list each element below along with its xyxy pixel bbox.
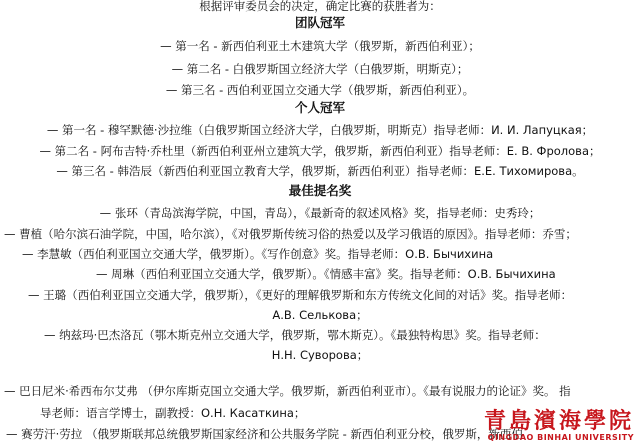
- nomination-item: — 张环（青岛滨海学院，中国，青岛），《最新奇的叙述风格》奖，指导老师：史秀玲；: [99, 206, 541, 220]
- nomination-advisor: А.В. Селькова；: [272, 308, 368, 322]
- individual-third-place: — 第三名 - 韩浩辰（新西伯利亚国立教育大学，俄罗斯，新西伯利亚）指导老师：Е.Е. Тихомирова。: [56, 164, 584, 178]
- nomination-item: — 周琳（西伯利亚国立交通大学，俄罗斯）。《情感丰富》奖。指导老师：О.В. Бычихина: [96, 267, 556, 281]
- team-third-place: — 第三名 - 西伯利亚国立交通大学（俄罗斯，新西伯利亚）。: [165, 83, 475, 97]
- best-nomination-heading: 最佳提名奖: [288, 183, 352, 198]
- nomination-item: — 王璐（西伯利亚国立交通大学，俄罗斯），《更好的理解俄罗斯和东方传统文化间的对话》奖。指导老师：: [28, 288, 573, 302]
- nomination-advisor: Н.Н. Суворова；: [271, 348, 369, 362]
- nomination-item: — 赛劳汗·劳拉 （俄罗斯联邦总统俄罗斯国家经济和公共服务学院 - 新西伯利亚分校，俄罗斯，新西伯: [6, 427, 523, 441]
- nomination-item: — 李慧敏（西伯利亚国立交通大学，俄罗斯）。《写作创意》奖。指导老师：О.В. Бычихина: [22, 247, 494, 261]
- nomination-advisor: 导老师：语言学博士，副教授：О.Н. Касаткина；: [40, 406, 306, 420]
- intro-text: 根据评审委员会的决定，确定比赛的获胜者为：: [199, 0, 441, 13]
- nomination-item: — 巴日尼米·希西布尔艾弗 （伊尔库斯克国立交通大学。俄罗斯，新西伯利亚市）。《最有说服力的论证》奖。 指: [4, 384, 571, 398]
- watermark-chinese: 青島濱海學院: [483, 408, 634, 434]
- team-second-place: — 第二名 - 白俄罗斯国立经济大学（白俄罗斯，明斯克）；: [171, 62, 469, 76]
- university-watermark-logo: [484, 409, 634, 442]
- nomination-item: — 纳兹玛·巴杰洛瓦（鄂木斯克州立交通大学，俄罗斯，鄂木斯克）。《最独特构思》奖。指导老师：: [44, 328, 546, 342]
- watermark-english: QINGDAO BINHAI UNIVERSITY: [487, 433, 634, 442]
- team-first-place: — 第一名 - 新西伯利亚土木建筑大学（俄罗斯，新西伯利亚）；: [160, 39, 480, 53]
- team-champion-heading: 团队冠军: [294, 15, 345, 30]
- nomination-item: — 曹植（哈尔滨石油学院，中国，哈尔滨），《对俄罗斯传统习俗的热爱以及学习俄语的原因》。指导老师：乔雪；: [4, 227, 577, 241]
- individual-first-place: — 第一名 - 穆罕默德·沙拉维（白俄罗斯国立经济大学，白俄罗斯，明斯克）指导老师：И. И. Лапуцкая；: [46, 123, 594, 137]
- individual-second-place: — 第二名 - 阿布吉特·乔杜里（新西伯利亚州立建筑大学，俄罗斯，新西伯利亚）指导老师：Е. В. Фролова；: [39, 144, 601, 158]
- individual-champion-heading: 个人冠军: [294, 100, 345, 115]
